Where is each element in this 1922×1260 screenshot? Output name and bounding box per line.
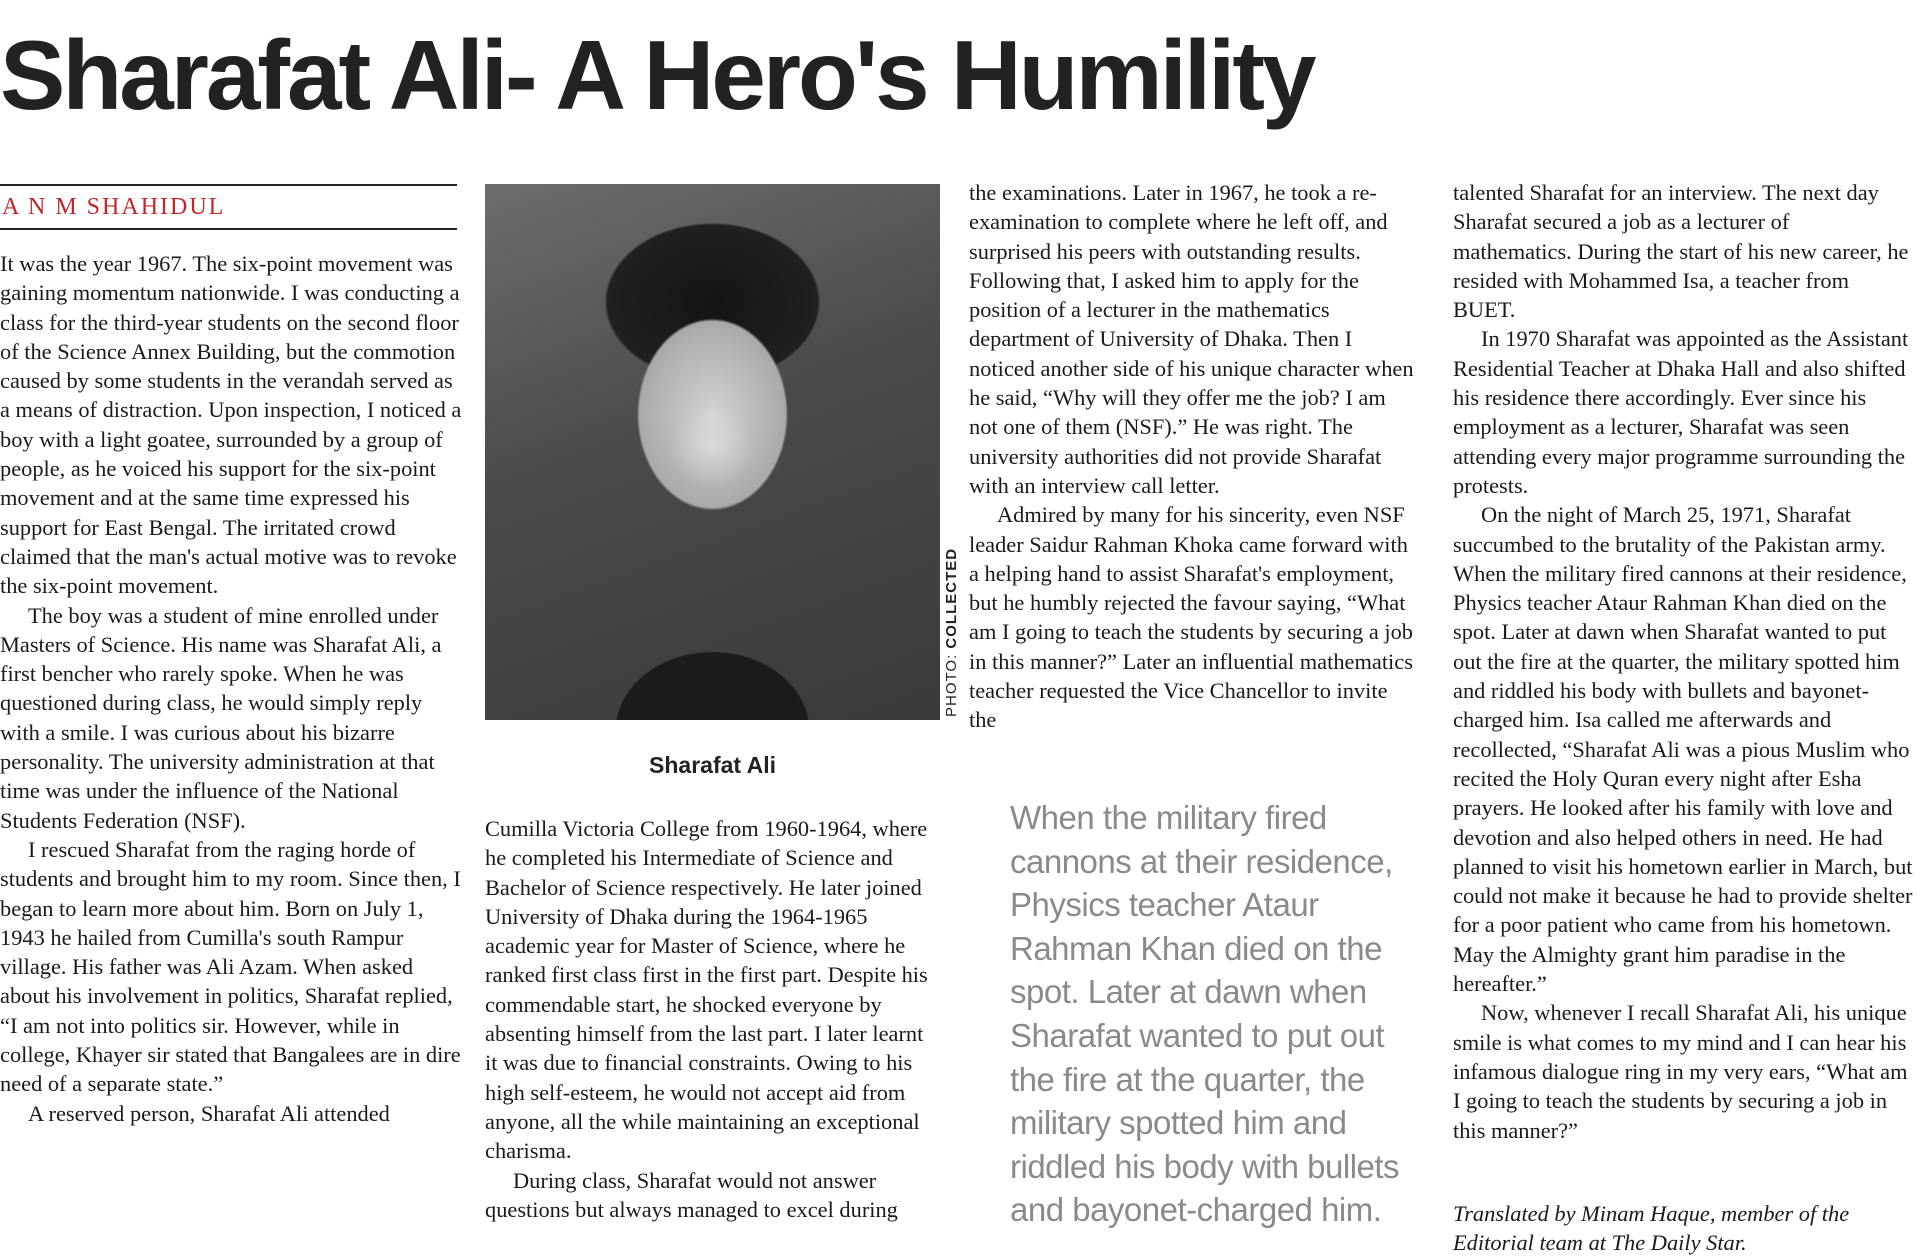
paragraph: talented Sharafat for an interview. The next day Sharafat secured a job as a lecturer of mathematics. During the start of his new career, he resided with Mohammed Isa, a teacher from BUET. <box>1453 180 1909 323</box>
byline-rule-box <box>0 184 457 230</box>
paragraph: Cumilla Victoria College from 1960-1964, where he completed his Intermediate of Science and Bachelor of Science respectively. He later joined University of Dhaka during the 1964-1965 academic year for Master of Science, where he ranked first class first in the first part. Despite his commendable start, he shocked everyone by absenting himself from the last part. I later learnt it was due to financial constraints. Owing to his high self-esteem, he would not accept aid from anyone, all the while maintaining an exceptional charisma. <box>485 816 928 1164</box>
text-column-2 <box>485 814 935 1224</box>
paragraph: It was the year 1967. The six-point movement was gaining momentum nationwide. I was conducting a class for the third-year students on the second floor of the Science Annex Building, but the commotion caused by some students in the verandah served as a means of distraction. Upon inspection, I noticed a boy with a light goatee, surrounded by a group of people, as he voiced his support for the six-point movement and at the same time expressed his support for East Bengal. The irritated crowd claimed that the man's actual motive was to revoke the six-point movement. <box>0 251 462 599</box>
photo-credit-prefix: PHOTO: <box>943 648 960 717</box>
photo-credit-source: COLLECTED <box>943 547 960 649</box>
paragraph: I rescued Sharafat from the raging horde of students and brought him to my room. Since then, I began to learn more about him. Born on July 1, 1943 he hailed from Cumilla's south Rampur village. His father was Ali Azam. When asked about his involvement in politics, Sharafat replied, “I am not into politics sir. However, while in college, Khayer sir stated that Bangalees are in dire need of a separate state.” <box>0 836 461 1097</box>
paragraph: the examinations. Later in 1967, he took a re-examination to complete where he left off, and surprised his peers with outstanding results. Following that, I asked him to apply for the position of a lecturer in the mathematics department of University of Dhaka. Then I noticed another side of his unique character when he said, “Why will they offer me the job? I am not one of them (NSF).” He was right. The university authorities did not provide Sharafat with an interview call letter. <box>969 180 1414 498</box>
paragraph: On the night of March 25, 1971, Sharafat succumbed to the brutality of the Pakistan army. When the military fired cannons at their residence, Physics teacher Ataur Rahman Khan died on the spot. Later at dawn when Sharafat wanted to put out the fire at the quarter, the military spotted him and riddled his body with bullets and bayonet-charged him. Isa called me afterwards and recollected, “Sharafat Ali was a pious Muslim who recited the Holy Quran every night after Esha prayers. He looked after his family with love and devotion and also helped others in need. He had planned to visit his hometown earlier in March, but could not make it because he had to provide shelter for a poor patient who came from his hometown. May the Almighty grant him paradise in the hereafter.” <box>1453 502 1913 997</box>
photo-credit <box>943 517 960 717</box>
photo-caption: Sharafat Ali <box>649 752 776 778</box>
paragraph: Admired by many for his sincerity, even NSF leader Saidur Rahman Khoka came forward with a helping hand to assist Sharafat's employment, but he humbly rejected the favour saying, “What am I going to teach the students by securing a job in this manner?” Later an influential mathematics teacher requested the Vice Chancellor to invite the <box>969 502 1413 733</box>
text-column-3 <box>969 178 1419 735</box>
paragraph: The boy was a student of mine enrolled under Masters of Science. His name was Sharafat Ali, a first bencher who rarely spoke. When he was questioned during class, he would simply reply with a smile. I was curious about his bizarre personality. The university administration at that time was under the influence of the National Students Federation (NSF). <box>0 602 442 833</box>
paragraph: During class, Sharafat would not answer questions but always managed to excel during <box>485 1167 898 1222</box>
paragraph: Now, whenever I recall Sharafat Ali, his unique smile is what comes to my mind and I can hear his infamous dialogue ring in my very ears, “What am I going to teach the students by securing a job in this manner?” <box>1453 1000 1908 1143</box>
author-byline: A N M SHAHIDUL <box>2 194 226 220</box>
article-headline: Sharafat Ali- A Hero's Humility <box>0 20 1314 130</box>
pull-quote: When the military fired cannons at their residence, Physics teacher Ataur Rahman Khan died on the spot. Later at dawn when Sharafat wanted to put out the fire at the quarter, the military spotted him and riddled his body with bullets and bayonet-charged him. <box>1010 799 1400 1229</box>
portrait-photo <box>485 184 940 720</box>
translator-note: Translated by Minam Haque, member of the Editorial team at The Daily Star. <box>1453 1201 1850 1256</box>
paragraph: A reserved person, Sharafat Ali attended <box>28 1100 390 1126</box>
text-column-4 <box>1453 178 1913 1145</box>
text-column-1 <box>0 249 462 1128</box>
paragraph: In 1970 Sharafat was appointed as the Assistant Residential Teacher at Dhaka Hall and also shifted his residence there accordingly. Ever since his employment as a lecturer, Sharafat was seen attending every major programme surrounding the protests. <box>1453 326 1909 498</box>
